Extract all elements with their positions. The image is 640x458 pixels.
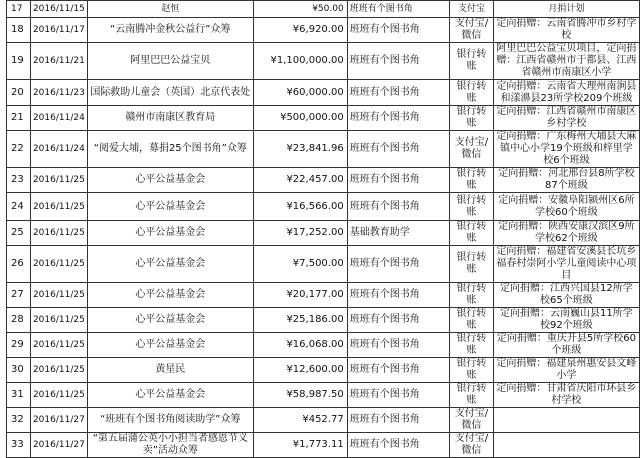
- donation-date: 2016/11/25: [30, 333, 87, 358]
- donation-plan: 阿里巴巴公益宝贝项目，定向捐赠：江西省赣州市于都县、江西省赣州市南康区小学: [493, 43, 639, 80]
- donation-date: 2016/11/25: [30, 283, 87, 308]
- payment-method: 支付宝/微信: [450, 408, 494, 433]
- donation-plan: 定向捐赠：河北邢台县8所学校87个班级: [493, 168, 639, 193]
- donation-plan: 定向捐赠：福建泉州惠安县文峰小学: [493, 358, 639, 383]
- donor-name: “阅爱大埔，募捐25个图书角”众筹: [87, 131, 253, 168]
- donor-name: 心平公益基金会: [87, 168, 253, 193]
- row-number: 22: [7, 131, 31, 168]
- payment-method: 银行转账: [450, 80, 494, 106]
- table-row: [7, 80, 640, 106]
- payment-method: 银行转账: [450, 106, 494, 131]
- donation-plan: 月捐计划: [493, 1, 639, 18]
- table-row: [7, 221, 640, 246]
- payment-method: 银行转账: [450, 193, 494, 221]
- donor-name: 黄星民: [87, 358, 253, 383]
- donor-name: “第五届蒲公英小小担当者感恩节义卖”活动众筹: [87, 433, 253, 458]
- payment-method: 银行转账: [450, 246, 494, 283]
- donor-name: 心平公益基金会: [87, 283, 253, 308]
- table-row: [7, 408, 640, 433]
- table-row: [7, 131, 640, 168]
- donor-name: 阿里巴巴公益宝贝: [87, 43, 253, 80]
- row-number: 33: [7, 433, 31, 458]
- table-row: [7, 383, 640, 408]
- donation-amount: ¥452.77: [253, 408, 347, 433]
- donation-date: 2016/11/21: [30, 43, 87, 80]
- donation-date: 2016/11/25: [30, 221, 87, 246]
- donation-plan: 定向捐赠：安徽阜阳颍州区6所学校60个班级: [493, 193, 639, 221]
- table-row: [7, 43, 640, 80]
- payment-method: 支付宝/微信: [450, 131, 494, 168]
- project-name: 班班有个图书角: [347, 333, 449, 358]
- table-row: [7, 358, 640, 383]
- donor-name: 心平公益基金会: [87, 246, 253, 283]
- payment-method: 银行转账: [450, 283, 494, 308]
- payment-method: 银行转账: [450, 333, 494, 358]
- donation-amount: ¥500,000.00: [253, 106, 347, 131]
- donor-name: “云南腾冲金秋公益行”众筹: [87, 18, 253, 43]
- donation-plan: 定向捐赠：重庆开县5所学校60个班级: [493, 333, 639, 358]
- row-number: 17: [7, 1, 31, 18]
- row-number: 28: [7, 308, 31, 333]
- donation-amount: ¥22,457.00: [253, 168, 347, 193]
- row-number: 30: [7, 358, 31, 383]
- project-name: 班班有个图书角: [347, 131, 449, 168]
- project-name: 班班有个图书角: [347, 18, 449, 43]
- donation-amount: ¥25,186.00: [253, 308, 347, 333]
- donor-name: 国际救助儿童会（英国）北京代表处: [87, 80, 253, 106]
- payment-method: 银行转账: [450, 43, 494, 80]
- donor-name: 赣州市南康区教育局: [87, 106, 253, 131]
- payment-method: 支付宝/微信: [450, 433, 494, 458]
- donor-name: 心平公益基金会: [87, 383, 253, 408]
- donation-date: 2016/11/27: [30, 433, 87, 458]
- donation-date: 2016/11/25: [30, 308, 87, 333]
- row-number: 24: [7, 193, 31, 221]
- donation-plan: 定向捐赠：广东梅州大埔县大麻镇中心小学19个班级和梓里学校6个班级: [493, 131, 639, 168]
- project-name: 班班有个图书角: [347, 43, 449, 80]
- donation-plan: [493, 433, 639, 458]
- table-row: [7, 106, 640, 131]
- donor-name: 心平公益基金会: [87, 193, 253, 221]
- project-name: 班班有个图书角: [347, 283, 449, 308]
- project-name: 班班有个图书角: [347, 308, 449, 333]
- donation-plan: [493, 408, 639, 433]
- row-number: 19: [7, 43, 31, 80]
- donation-date: 2016/11/17: [30, 18, 87, 43]
- row-number: 27: [7, 283, 31, 308]
- project-name: 班班有个图书角: [347, 106, 449, 131]
- donor-name: 心平公益基金会: [87, 221, 253, 246]
- donation-date: 2016/11/25: [30, 246, 87, 283]
- donation-amount: ¥60,000.00: [253, 80, 347, 106]
- row-number: 18: [7, 18, 31, 43]
- table-row: [7, 433, 640, 458]
- donation-amount: ¥12,600.00: [253, 358, 347, 383]
- project-name: 班班有个图书角: [347, 358, 449, 383]
- donation-amount: ¥16,566.00: [253, 193, 347, 221]
- table-row: [7, 168, 640, 193]
- donation-table: [6, 0, 640, 458]
- project-name: 班班有个图书角: [347, 80, 449, 106]
- row-number: 20: [7, 80, 31, 106]
- donation-plan: 定向捐赠：云南省大理州南涧县和漾濞县23所学校209个班级: [493, 80, 639, 106]
- donation-date: 2016/11/24: [30, 131, 87, 168]
- project-name: 班班有个图书角: [347, 383, 449, 408]
- table-row: [7, 283, 640, 308]
- payment-method: 银行转账: [450, 308, 494, 333]
- project-name: 班班有个图书角: [347, 408, 449, 433]
- project-name: 班班有个图书角: [347, 193, 449, 221]
- donation-date: 2016/11/25: [30, 358, 87, 383]
- table-row: [7, 193, 640, 221]
- project-name: 班班有个图书角: [347, 168, 449, 193]
- table-row: [7, 18, 640, 43]
- donation-date: 2016/11/27: [30, 408, 87, 433]
- payment-method: 银行转账: [450, 383, 494, 408]
- payment-method: 支付宝: [450, 1, 494, 18]
- row-number: 31: [7, 383, 31, 408]
- donation-table-body: [7, 1, 640, 458]
- donation-plan: 定向捐赠：江西兴国县12所学校65个班级: [493, 283, 639, 308]
- donation-date: 2016/11/25: [30, 168, 87, 193]
- payment-method: 银行转账: [450, 168, 494, 193]
- row-number: 23: [7, 168, 31, 193]
- donation-date: 2016/11/23: [30, 80, 87, 106]
- donation-plan: 定向捐赠：江西省赣州市南康区乡村学校: [493, 106, 639, 131]
- donation-plan: 定向捐赠：陕西安康汉滨区9所学校62个班级: [493, 221, 639, 246]
- payment-method: 银行转账: [450, 358, 494, 383]
- donation-amount: ¥20,177.00: [253, 283, 347, 308]
- donation-date: 2016/11/24: [30, 106, 87, 131]
- project-name: 班班有个图书角: [347, 246, 449, 283]
- donation-plan: 定向捐赠：甘肃省庆阳市环县乡村学校: [493, 383, 639, 408]
- donation-amount: ¥17,252.00: [253, 221, 347, 246]
- project-name: 基础教育助学: [347, 221, 449, 246]
- payment-method: 支付宝/微信: [450, 18, 494, 43]
- row-number: 29: [7, 333, 31, 358]
- donation-plan: 定向捐赠：福建省安溪县长坑乡福春村崇阿小学儿童阅读中心项目: [493, 246, 639, 283]
- donor-name: 心平公益基金会: [87, 308, 253, 333]
- donation-amount: ¥6,920.00: [253, 18, 347, 43]
- row-number: 32: [7, 408, 31, 433]
- row-number: 25: [7, 221, 31, 246]
- donation-date: 2016/11/15: [30, 1, 87, 18]
- table-row-17: [7, 1, 640, 18]
- table-row: [7, 246, 640, 283]
- payment-method: 银行转账: [450, 221, 494, 246]
- donation-amount: ¥1,773.11: [253, 433, 347, 458]
- table-row: [7, 308, 640, 333]
- donation-amount: ¥7,500.00: [253, 246, 347, 283]
- donation-amount: ¥58,987.50: [253, 383, 347, 408]
- donation-amount: ¥50.00: [253, 1, 347, 18]
- donation-amount: ¥16,068.00: [253, 333, 347, 358]
- donation-amount: ¥1,100,000.00: [253, 43, 347, 80]
- donation-plan: 定向捐赠：云南省腾冲市乡村学校: [493, 18, 639, 43]
- table-row: [7, 333, 640, 358]
- project-name: 班班有个图书角: [347, 433, 449, 458]
- donor-name: 赵恒: [87, 1, 253, 18]
- donation-date: 2016/11/25: [30, 383, 87, 408]
- row-number: 26: [7, 246, 31, 283]
- row-number: 21: [7, 106, 31, 131]
- donation-amount: ¥23,841.96: [253, 131, 347, 168]
- donation-date: 2016/11/25: [30, 193, 87, 221]
- donor-name: “班班有个图书角阅读助学”众筹: [87, 408, 253, 433]
- donation-plan: 定向捐赠：云南巍山县11所学校92个班级: [493, 308, 639, 333]
- project-name: 班班有个图书角: [347, 1, 449, 18]
- donor-name: 心平公益基金会: [87, 333, 253, 358]
